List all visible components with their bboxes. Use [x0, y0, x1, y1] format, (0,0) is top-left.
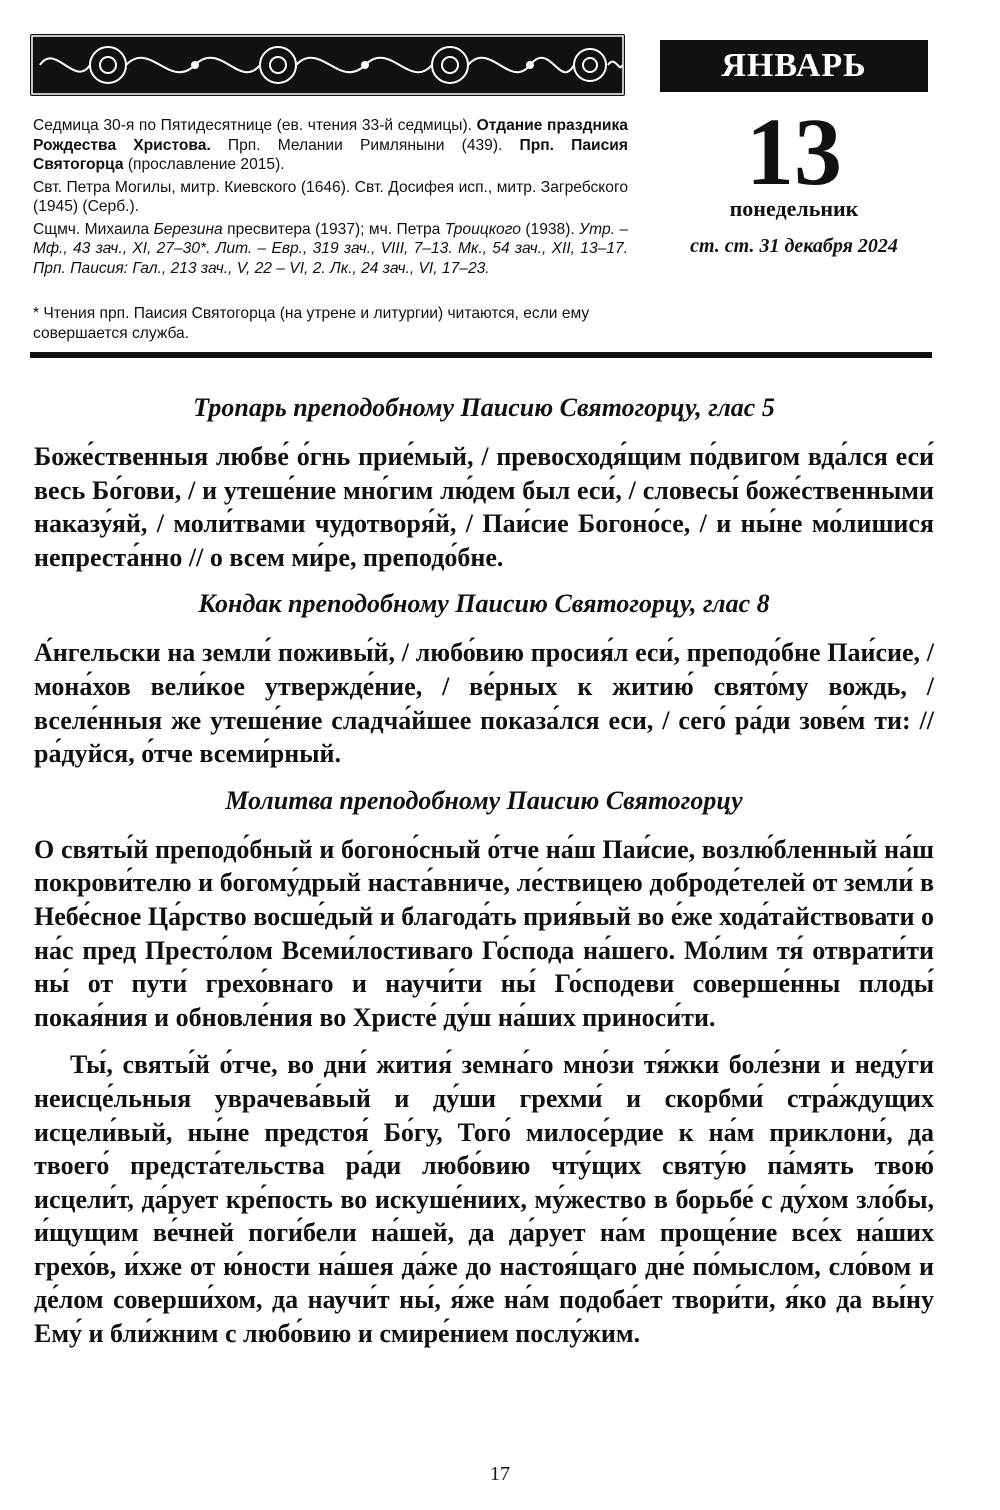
floral-ornament-icon	[30, 34, 625, 96]
troparion-title: Тропарь преподобному Паисию Святогорцу, глас 5	[193, 393, 775, 422]
divider	[30, 352, 932, 358]
old-style-date: ст. ст. 31 декабря 2024	[690, 235, 898, 257]
commemoration-line-2: Свт. Петра Могилы, митр. Киевского (1646). Свт. Досифея исп., митр. Загребского (1945) (Серб.).	[33, 178, 628, 215]
footnote: * Чтения прп. Паисия Святогорца (на утрене и литургии) читаются, если ему совершается служба.	[33, 305, 590, 342]
prayer-title: Молитва преподобному Паисию Святогорцу	[225, 785, 743, 815]
prayer-paragraph-1: О святы́й преподо́бный и богоно́сный о́тче на́ш Паи́сие, возлю́бленный на́ш покрови́телю и богому́дрый наста́вниче, ле́ствицею доброде́телей от земли́ в Небе́сное Ца́рство восше́дый и благода́ть прия́вый во е́же хода́тайствовати о на́с пред Престо́лом Всеми́лостиваго Го́спода на́шего. Мо́лим тя́ отврати́ти ны́ от пути́ грехо́внаго и научи́ти ны́ Го́сподеви соверше́нны плоды́ покая́ния и обновле́ния во Христе́ ду́ш на́ших приноси́ти.	[34, 834, 934, 1032]
kontakion-text: А́нгельски на земли́ поживы́й, / любо́вию просия́л еси́, преподо́бне Паи́сие, / мона́хов вели́кое утвержде́ние, / ве́рных к житию́ свято́му вождь, / вселе́нныя же утеше́ние сладча́йшее показа́лся еси, / сего́ ра́ди зове́м ти: // ра́дуйся, о́тче всеми́рный.	[34, 638, 934, 769]
prayer-paragraph-2: Ты́, святы́й о́тче, во дни́ жития́ земна́го мно́зи тя́жки боле́зни и неду́ги неисце́льныя уврачева́вый и ду́ши грехми́ и скорбми́ стра́ждущих исцели́вый, ны́не предстоя́ Бо́гу, Того́ милосе́рдие к на́м приклони́, да твоего́ предста́тельства ра́ди любо́вию чту́щих святу́ю па́мять твою́ исцели́т, да́рует кре́пость во искуше́ниих, му́жество в борьбе́ с ду́хом зло́бы, и́щущим ве́чней поги́бели на́шей, да да́рует на́м проще́ние все́х на́ших грехо́в, и́хже от ю́ности на́шея да́же до настоя́щаго дне́ по́мыслом, сло́вом и де́лом соверши́хом, да научи́т ны́, я́же на́м подоба́ет твори́ти, я́ко да вы́ну Ему́ и бли́жним с любо́вию и смире́нием послу́жим.	[34, 1050, 934, 1349]
day-commemorations	[33, 116, 628, 281]
month-label: ЯНВАРЬ	[660, 40, 928, 92]
scripture-readings: Утр. – Мф., 43 зач., XI, 27–30*. Лит. – Евр., 319 зач., VIII, 7–13. Мк., 54 зач., XII, 13–17. Прп. Паисия: Гал., 213 зач., V, 22 – VI, 2. Лк., 24 зач., VI, 17–23.	[33, 220, 629, 277]
troparion-text: Боже́ственныя любве́ о́гнь прие́мый, / превосходя́щим по́двигом вда́лся еси́ весь Бо́гови, / и утеше́ние мно́гим лю́дем был еси́, / словесы́ боже́ственными наказу́яй, / моли́твами чудотворя́й, / Паи́сие Богоно́се, / и ны́не мо́лишися непреста́нно // о всем ми́ре, преподо́бне.	[34, 442, 934, 572]
decorative-ornament-band	[30, 34, 625, 96]
main-text	[34, 392, 934, 1365]
weekday: понедельник	[729, 196, 859, 221]
day-number: 13	[746, 98, 842, 205]
kontakion-title: Кондак преподобному Паисию Святогорцу, глас 8	[198, 589, 770, 619]
commemoration-line-1: Седмица 30-я по Пятидесятнице (ев. чтения 33-й седмицы). Отдание праздника Рождества Христова. Прп. Мелании Римляныни (439). Прп. Паисия Святогорца (прославление 2015).	[33, 117, 628, 173]
page-number: 17	[490, 1463, 510, 1485]
commemoration-line-3: Сщмч. Михаила Березина пресвитера (1937); мч. Петра Троицкого (1938). Утр. – Мф., 43 зач., XI, 27–30*. Лит. – Евр., 319 зач., VIII, 7–13. Мк., 54 зач., XII, 13–17. Прп. Паисия: Гал., 213 зач., V, 22 – VI, 2. Лк., 24 зач., VI, 17–23.	[33, 220, 629, 277]
